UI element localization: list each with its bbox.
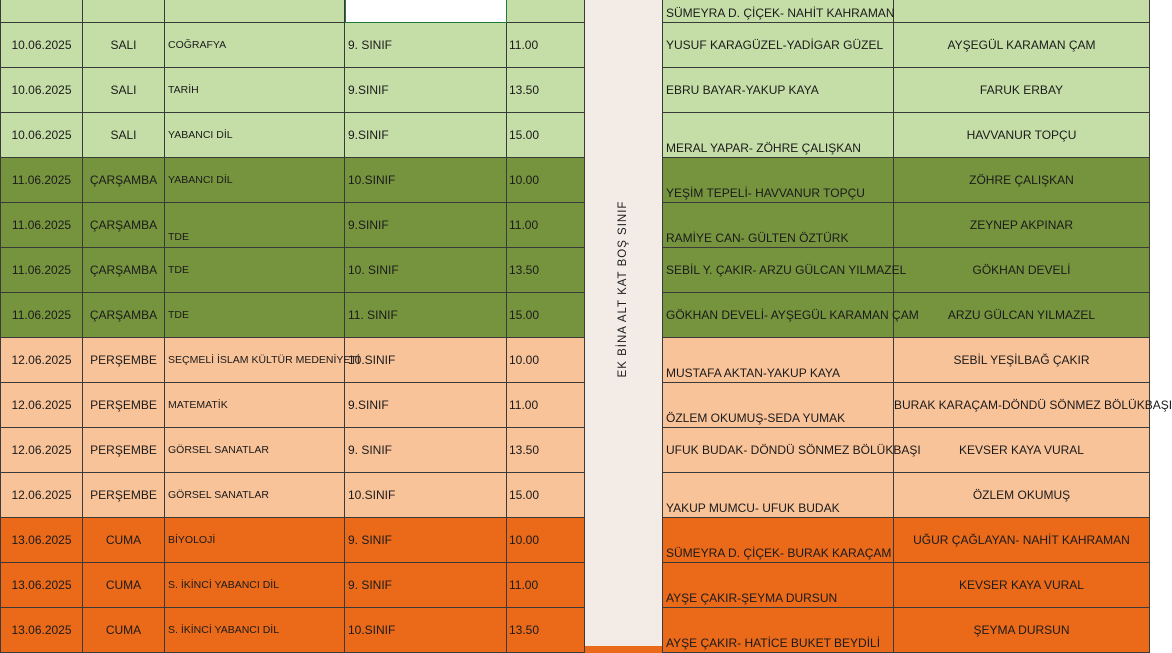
time-cell[interactable]: 10.00 bbox=[507, 158, 585, 203]
proctor-cell[interactable]: SÜMEYRA D. ÇİÇEK- NAHİT KAHRAMAN bbox=[662, 0, 894, 23]
time-cell[interactable]: 15.00 bbox=[507, 113, 585, 158]
date-cell[interactable]: 13.06.2025 bbox=[0, 563, 83, 608]
subject-cell[interactable]: TARİH bbox=[165, 68, 345, 113]
date-cell[interactable]: 12.06.2025 bbox=[0, 338, 83, 383]
date-cell[interactable]: 13.06.2025 bbox=[0, 608, 83, 653]
date-cell[interactable]: 12.06.2025 bbox=[0, 428, 83, 473]
class-cell[interactable]: 9. SINIF bbox=[345, 23, 507, 68]
responsible-cell[interactable]: ÖZLEM OKUMUŞ bbox=[894, 473, 1150, 518]
proctor-cell[interactable]: SÜMEYRA D. ÇİÇEK- BURAK KARAÇAM bbox=[662, 518, 894, 563]
subject-cell[interactable]: COĞRAFYA bbox=[165, 23, 345, 68]
date-cell[interactable]: 11.06.2025 bbox=[0, 248, 83, 293]
date-cell[interactable]: 11.06.2025 bbox=[0, 203, 83, 248]
subject-cell[interactable]: S. İKİNCİ YABANCI DİL bbox=[165, 563, 345, 608]
proctor-cell[interactable]: RAMİYE CAN- GÜLTEN ÖZTÜRK bbox=[662, 203, 894, 248]
time-cell[interactable]: 13.50 bbox=[507, 608, 585, 653]
table-row bbox=[0, 113, 1150, 158]
proctor-cell[interactable]: MUSTAFA AKTAN-YAKUP KAYA bbox=[662, 338, 894, 383]
class-cell[interactable]: 9. SINIF bbox=[345, 518, 507, 563]
class-cell[interactable]: 11. SINIF bbox=[345, 293, 507, 338]
table-row bbox=[0, 473, 1150, 518]
time-cell[interactable]: 13.50 bbox=[507, 428, 585, 473]
proctor-cell[interactable]: MERAL YAPAR- ZÖHRE ÇALIŞKAN bbox=[662, 113, 894, 158]
subject-cell[interactable] bbox=[165, 0, 345, 23]
subject-cell[interactable]: GÖRSEL SANATLAR bbox=[165, 473, 345, 518]
proctor-cell[interactable]: YAKUP MUMCU- UFUK BUDAK bbox=[662, 473, 894, 518]
table-row bbox=[0, 428, 1150, 473]
time-cell[interactable]: 11.00 bbox=[507, 203, 585, 248]
table-row bbox=[0, 68, 1150, 113]
class-cell[interactable]: 9. SINIF bbox=[345, 428, 507, 473]
proctor-cell[interactable]: YUSUF KARAGÜZEL-YADİGAR GÜZEL bbox=[662, 23, 894, 68]
day-cell[interactable]: PERŞEMBE bbox=[83, 428, 165, 473]
day-cell[interactable]: PERŞEMBE bbox=[83, 473, 165, 518]
proctor-cell[interactable]: AYŞE ÇAKIR- HATİCE BUKET BEYDİLİ bbox=[662, 608, 894, 653]
table-row bbox=[0, 158, 1150, 203]
responsible-cell[interactable]: ARZU GÜLCAN YILMAZEL bbox=[894, 293, 1150, 338]
date-cell[interactable] bbox=[0, 0, 83, 23]
subject-cell[interactable]: TDE bbox=[165, 248, 345, 293]
day-cell[interactable]: ÇARŞAMBA bbox=[83, 293, 165, 338]
day-cell[interactable]: ÇARŞAMBA bbox=[83, 203, 165, 248]
proctor-cell[interactable]: YEŞİM TEPELİ- HAVVANUR TOPÇU bbox=[662, 158, 894, 203]
day-cell[interactable]: ÇARŞAMBA bbox=[83, 248, 165, 293]
responsible-cell[interactable]: HAVVANUR TOPÇU bbox=[894, 113, 1150, 158]
day-cell[interactable]: SALI bbox=[83, 68, 165, 113]
day-cell[interactable]: PERŞEMBE bbox=[83, 383, 165, 428]
subject-cell[interactable]: BİYOLOJİ bbox=[165, 518, 345, 563]
class-cell-selected[interactable] bbox=[345, 0, 507, 23]
class-cell[interactable]: 9.SINIF bbox=[345, 203, 507, 248]
subject-cell[interactable]: YABANCI DİL bbox=[165, 158, 345, 203]
date-cell[interactable]: 11.06.2025 bbox=[0, 158, 83, 203]
class-cell[interactable]: 9. SINIF bbox=[345, 563, 507, 608]
subject-cell[interactable]: GÖRSEL SANATLAR bbox=[165, 428, 345, 473]
day-cell[interactable]: CUMA bbox=[83, 608, 165, 653]
table-row bbox=[0, 293, 1150, 338]
proctor-cell[interactable]: AYŞE ÇAKIR-ŞEYMA DURSUN bbox=[662, 563, 894, 608]
responsible-cell[interactable]: SEBİL YEŞİLBAĞ ÇAKIR bbox=[894, 338, 1150, 383]
responsible-cell[interactable]: ZEYNEP AKPINAR bbox=[894, 203, 1150, 248]
time-cell[interactable]: 11.00 bbox=[507, 383, 585, 428]
class-cell[interactable]: 9.SINIF bbox=[345, 113, 507, 158]
proctor-cell[interactable]: GÖKHAN DEVELİ- AYŞEGÜL KARAMAN ÇAM bbox=[662, 293, 894, 338]
responsible-cell[interactable]: FARUK ERBAY bbox=[894, 68, 1150, 113]
table-row bbox=[0, 203, 1150, 248]
proctor-cell[interactable]: EBRU BAYAR-YAKUP KAYA bbox=[662, 68, 894, 113]
responsible-cell[interactable]: GÖKHAN DEVELİ bbox=[894, 248, 1150, 293]
responsible-cell[interactable]: ZÖHRE ÇALIŞKAN bbox=[894, 158, 1150, 203]
subject-cell[interactable]: SEÇMELİ İSLAM KÜLTÜR MEDENİYETİ bbox=[165, 338, 345, 383]
subject-cell[interactable]: S. İKİNCİ YABANCI DİL bbox=[165, 608, 345, 653]
responsible-cell[interactable]: AYŞEGÜL KARAMAN ÇAM bbox=[894, 23, 1150, 68]
time-cell[interactable]: 10.00 bbox=[507, 338, 585, 383]
day-cell[interactable] bbox=[83, 0, 165, 23]
time-cell[interactable]: 13.50 bbox=[507, 68, 585, 113]
date-cell[interactable]: 12.06.2025 bbox=[0, 383, 83, 428]
class-cell[interactable]: 9.SINIF bbox=[345, 68, 507, 113]
class-cell[interactable]: 10.SINIF bbox=[345, 338, 507, 383]
date-cell[interactable]: 13.06.2025 bbox=[0, 518, 83, 563]
class-cell[interactable]: 10.SINIF bbox=[345, 158, 507, 203]
responsible-cell[interactable]: ŞEYMA DURSUN bbox=[894, 608, 1150, 653]
location-label: EK BİNA ALT KAT BOŞ SINIF bbox=[617, 200, 629, 378]
class-cell[interactable]: 9.SINIF bbox=[345, 383, 507, 428]
table-row bbox=[0, 563, 1150, 608]
time-cell[interactable]: 10.00 bbox=[507, 518, 585, 563]
day-cell[interactable]: SALI bbox=[83, 23, 165, 68]
day-cell[interactable]: CUMA bbox=[83, 563, 165, 608]
day-cell[interactable]: CUMA bbox=[83, 518, 165, 563]
date-cell[interactable]: 10.06.2025 bbox=[0, 113, 83, 158]
day-cell[interactable]: ÇARŞAMBA bbox=[83, 158, 165, 203]
time-cell[interactable]: 11.00 bbox=[507, 23, 585, 68]
date-cell[interactable]: 12.06.2025 bbox=[0, 473, 83, 518]
day-cell[interactable]: PERŞEMBE bbox=[83, 338, 165, 383]
subject-cell[interactable]: TDE bbox=[165, 203, 345, 248]
responsible-cell[interactable]: KEVSER KAYA VURAL bbox=[894, 563, 1150, 608]
time-cell[interactable]: 15.00 bbox=[507, 473, 585, 518]
table-row bbox=[0, 518, 1150, 563]
proctor-cell[interactable]: ÖZLEM OKUMUŞ-SEDA YUMAK bbox=[662, 383, 894, 428]
date-cell[interactable]: 10.06.2025 bbox=[0, 23, 83, 68]
subject-cell[interactable]: MATEMATİK bbox=[165, 383, 345, 428]
subject-cell[interactable]: TDE bbox=[165, 293, 345, 338]
subject-cell[interactable]: YABANCI DİL bbox=[165, 113, 345, 158]
proctor-cell[interactable]: SEBİL Y. ÇAKIR- ARZU GÜLCAN YILMAZEL bbox=[662, 248, 894, 293]
table-row bbox=[0, 383, 1172, 428]
time-cell[interactable]: 15.00 bbox=[507, 293, 585, 338]
time-cell[interactable]: 13.50 bbox=[507, 248, 585, 293]
date-cell[interactable]: 10.06.2025 bbox=[0, 68, 83, 113]
table-row bbox=[0, 248, 1150, 293]
responsible-cell[interactable]: UĞUR ÇAĞLAYAN- NAHİT KAHRAMAN bbox=[894, 518, 1150, 563]
date-cell[interactable]: 11.06.2025 bbox=[0, 293, 83, 338]
responsible-cell[interactable]: KEVSER KAYA VURAL bbox=[894, 428, 1150, 473]
class-cell[interactable]: 10.SINIF bbox=[345, 608, 507, 653]
responsible-cell[interactable] bbox=[894, 0, 1150, 23]
class-cell[interactable]: 10.SINIF bbox=[345, 473, 507, 518]
class-cell[interactable]: 10. SINIF bbox=[345, 248, 507, 293]
time-cell[interactable]: 11.00 bbox=[507, 563, 585, 608]
proctor-cell[interactable]: UFUK BUDAK- DÖNDÜ SÖNMEZ BÖLÜKBAŞI bbox=[662, 428, 894, 473]
table-row bbox=[0, 23, 1150, 68]
table-row bbox=[0, 608, 1150, 653]
time-cell[interactable] bbox=[507, 0, 585, 23]
table-row-partial bbox=[0, 0, 1150, 23]
day-cell[interactable]: SALI bbox=[83, 113, 165, 158]
responsible-cell[interactable]: BURAK KARAÇAM-DÖNDÜ SÖNMEZ BÖLÜKBAŞI bbox=[894, 383, 1150, 428]
table-row bbox=[0, 338, 1150, 383]
